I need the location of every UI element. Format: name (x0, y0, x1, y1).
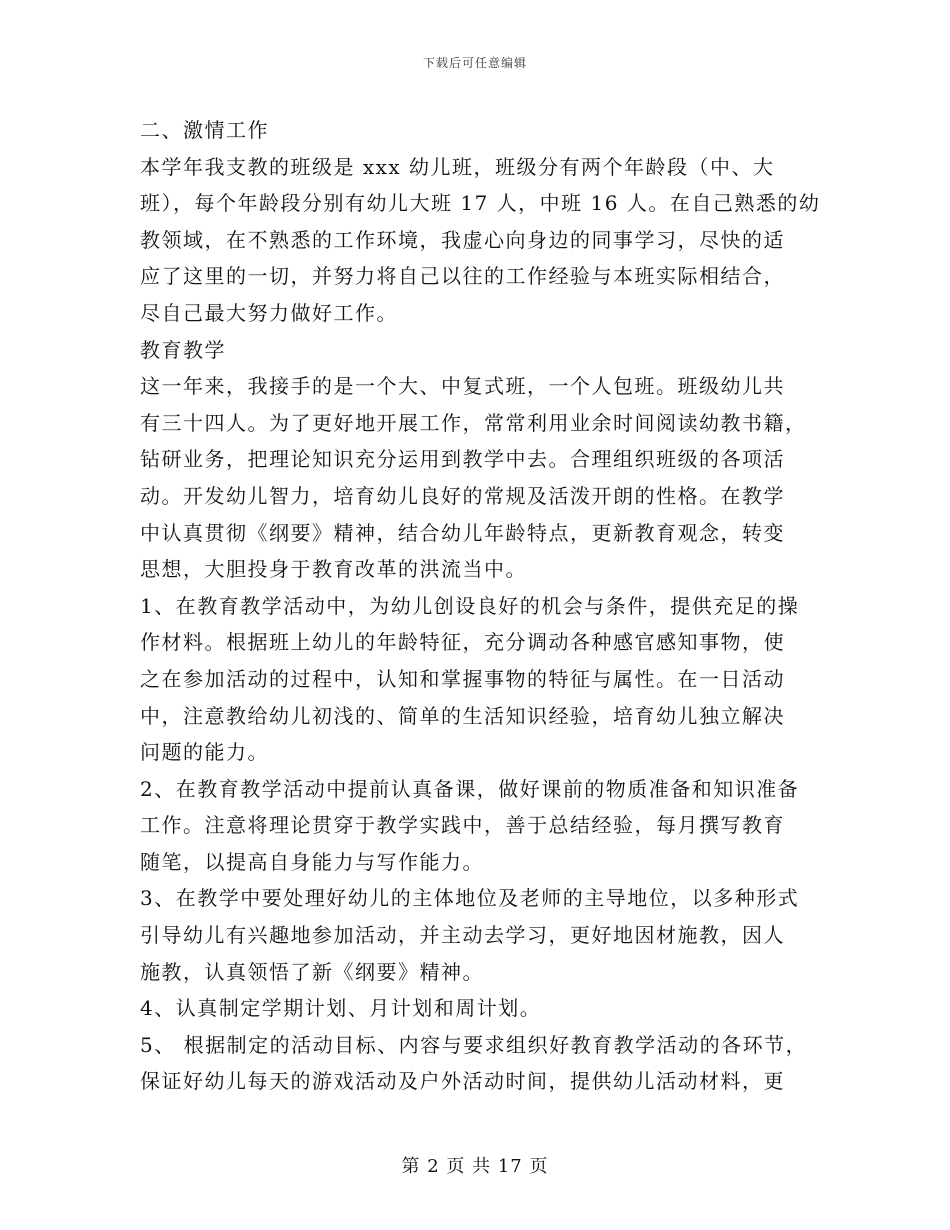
text-line: 1、在教育教学活动中，为幼儿创设良好的机会与条件，提供充足的操 (140, 593, 800, 618)
text-line: 4、认真制定学期计划、月计划和周计划。 (140, 996, 542, 1021)
text-line: 作材料。根据班上幼儿的年龄特征，充分调动各种感官感知事物，使 (140, 630, 785, 655)
text-line: 施教，认真领悟了新《纲要》精神。 (140, 959, 484, 984)
text-line: 教育教学 (140, 337, 226, 362)
text-line: 二、激情工作 (140, 118, 269, 142)
text-line: 2、在教育教学活动中提前认真备课，做好课前的物质准备和知识准备 (140, 776, 800, 801)
text-line: 应了这里的一切，并努力将自己以往的工作经验与本班实际相结合， (140, 264, 785, 289)
text-line: 教领域，在不熟悉的工作环境，我虚心向身边的同事学习，尽快的适 (140, 227, 785, 252)
page-number: 第 2 页 共 17 页 (401, 1156, 549, 1177)
text-line: 之在参加活动的过程中，认知和掌握事物的特征与属性。在一日活动 (140, 666, 785, 691)
text-line: 问题的能力。 (140, 740, 269, 765)
text-line: 随笔，以提高自身能力与写作能力。 (140, 849, 484, 874)
text-line: 引导幼儿有兴趣地参加活动，并主动去学习，更好地因材施教，因人 (140, 923, 785, 948)
text-line: 工作。注意将理论贯穿于教学实践中，善于总结经验，每月撰写教育 (140, 813, 785, 838)
text-line: 尽自己最大努力做好工作。 (140, 300, 398, 325)
text-line: 有三十四人。为了更好地开展工作，常常利用业余时间阅读幼教书籍， (140, 410, 807, 435)
text-line: 钻研业务，把理论知识充分运用到教学中去。合理组织班级的各项活 (140, 447, 785, 472)
text-line: 动。开发幼儿智力，培育幼儿良好的常规及活泼开朗的性格。在教学 (140, 483, 785, 508)
text-line: 中，注意教给幼儿初浅的、简单的生活知识经验，培育幼儿独立解决 (140, 703, 785, 728)
page-header: 下载后可任意编辑 (422, 56, 527, 70)
text-line: 班），每个年龄段分别有幼儿大班 17 人，中班 16 人。在自己熟悉的幼 (140, 191, 821, 216)
text-line: 5、 根据制定的活动目标、内容与要求组织好教育教学活动的各环节， (140, 1032, 808, 1057)
text-line: 3、在教学中要处理好幼儿的主体地位及老师的主导地位，以多种形式 (140, 886, 800, 911)
text-line: 这一年来，我接手的是一个大、中复式班，一个人包班。班级幼儿共 (140, 374, 785, 399)
text-line: 本学年我支教的班级是 xxx 幼儿班，班级分有两个年龄段（中、大 (140, 154, 775, 179)
text-line: 保证好幼儿每天的游戏活动及户外活动时间，提供幼儿活动材料，更 (140, 1069, 785, 1094)
text-line: 思想，大胆投身于教育改革的洪流当中。 (140, 557, 527, 582)
document-body (140, 112, 820, 1100)
text-line: 中认真贯彻《纲要》精神，结合幼儿年龄特点，更新教育观念，转变 (140, 520, 785, 545)
